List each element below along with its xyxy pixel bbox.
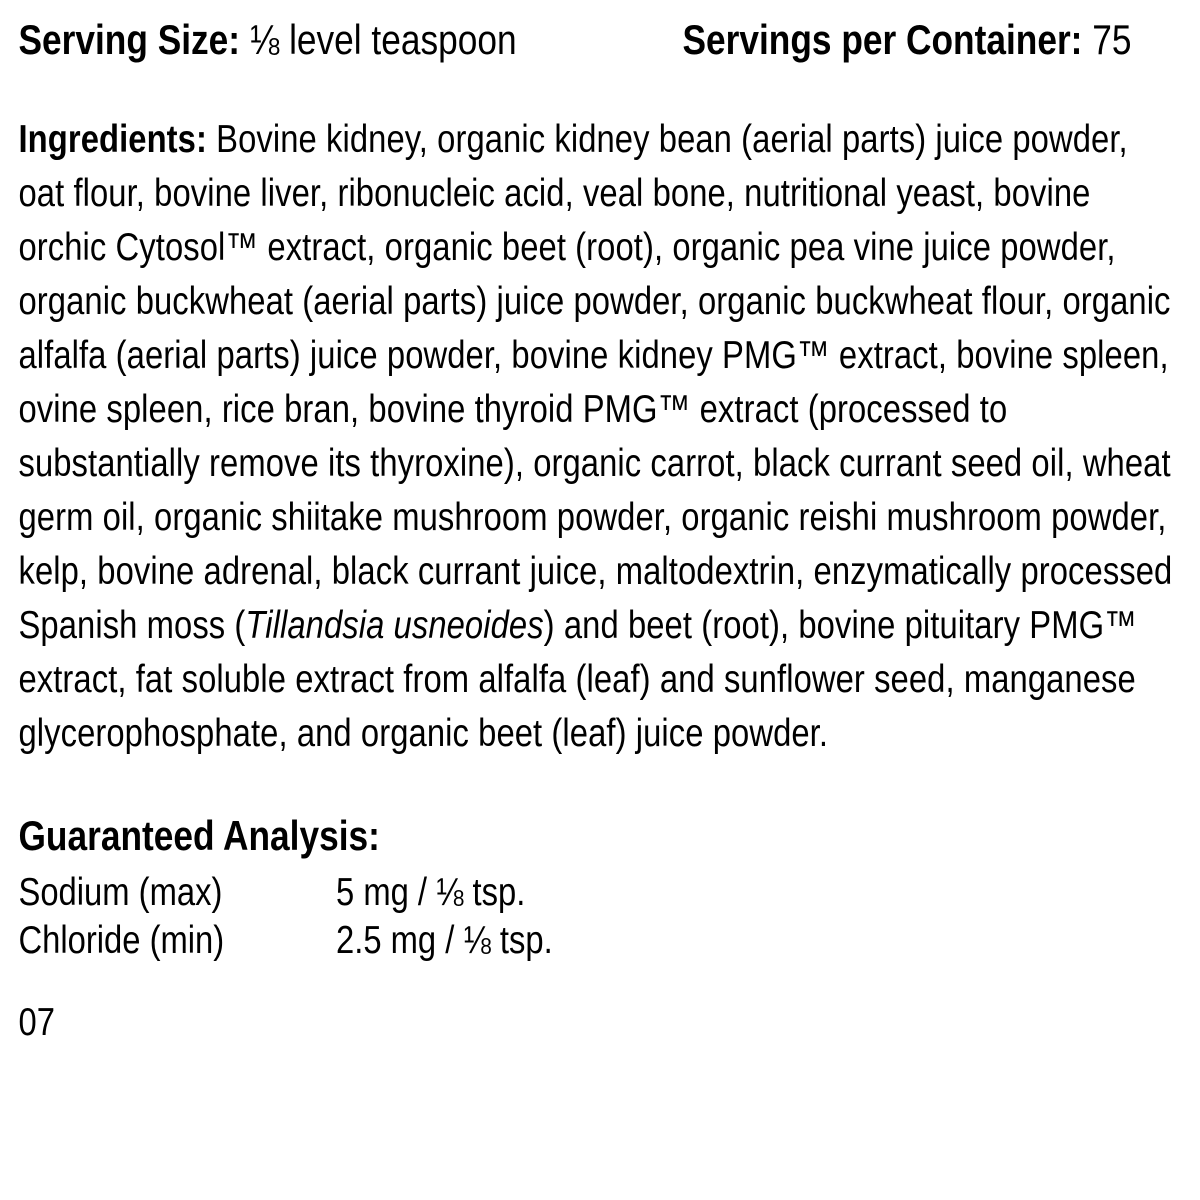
lot-code: 07	[18, 1000, 55, 1044]
table-row	[18, 917, 1181, 965]
ingredients-species-italic: Tillandsia usneoides	[245, 603, 544, 647]
analysis-name: Sodium (max)	[18, 870, 223, 914]
ingredients-paragraph	[18, 113, 1181, 761]
serving-info-row	[18, 14, 1181, 67]
servings-per-container-label: Servings per Container:	[682, 16, 1083, 63]
servings-per-container-value: 75	[1092, 16, 1132, 63]
ingredients-label: Ingredients:	[18, 117, 207, 161]
table-row	[18, 869, 1181, 917]
servings-per-container	[683, 14, 1132, 67]
guaranteed-analysis-heading: Guaranteed Analysis:	[18, 811, 380, 859]
analysis-name: Chloride (min)	[18, 918, 225, 962]
ingredients-text-part1: Bovine kidney, organic kidney bean (aerial parts) juice powder, oat flour, bovine liver, ribonucleic acid, veal bone, nutritional yeast, bovine orchic Cytosol™ extract, organic beet (root), organic pea vine juice powder, organic buckwheat (aerial parts) juice powder, organic buckwheat flour, organic alfalfa (aerial parts) juice powder, bovine kidney PMG™ extract, bovine spleen, ovine spleen, rice bran, bovine thyroid PMG™ extract (processed to substantially remove its thyroxine), organic carrot, black currant seed oil, wheat germ oil, organic shiitake mushroom powder, organic reishi mushroom powder, kelp, bovine adrenal, black currant juice, maltodextrin, enzymatically processed Spanish moss (	[18, 117, 1173, 647]
serving-size	[18, 14, 516, 67]
analysis-value: 2.5 mg / ⅛ tsp.	[336, 918, 553, 962]
serving-size-label: Serving Size:	[18, 16, 241, 63]
ingredients-text-part2: ) and beet (root), bovine pituitary PMG™ extract, fat soluble extract from alfalfa (leaf) and sunflower seed, manganese glycerophosphate, and organic beet (leaf) juice powder.	[18, 603, 1137, 755]
serving-size-value: ⅛ level teaspoon	[249, 16, 517, 63]
analysis-value: 5 mg / ⅛ tsp.	[336, 870, 526, 914]
guaranteed-analysis-table	[18, 869, 1181, 965]
